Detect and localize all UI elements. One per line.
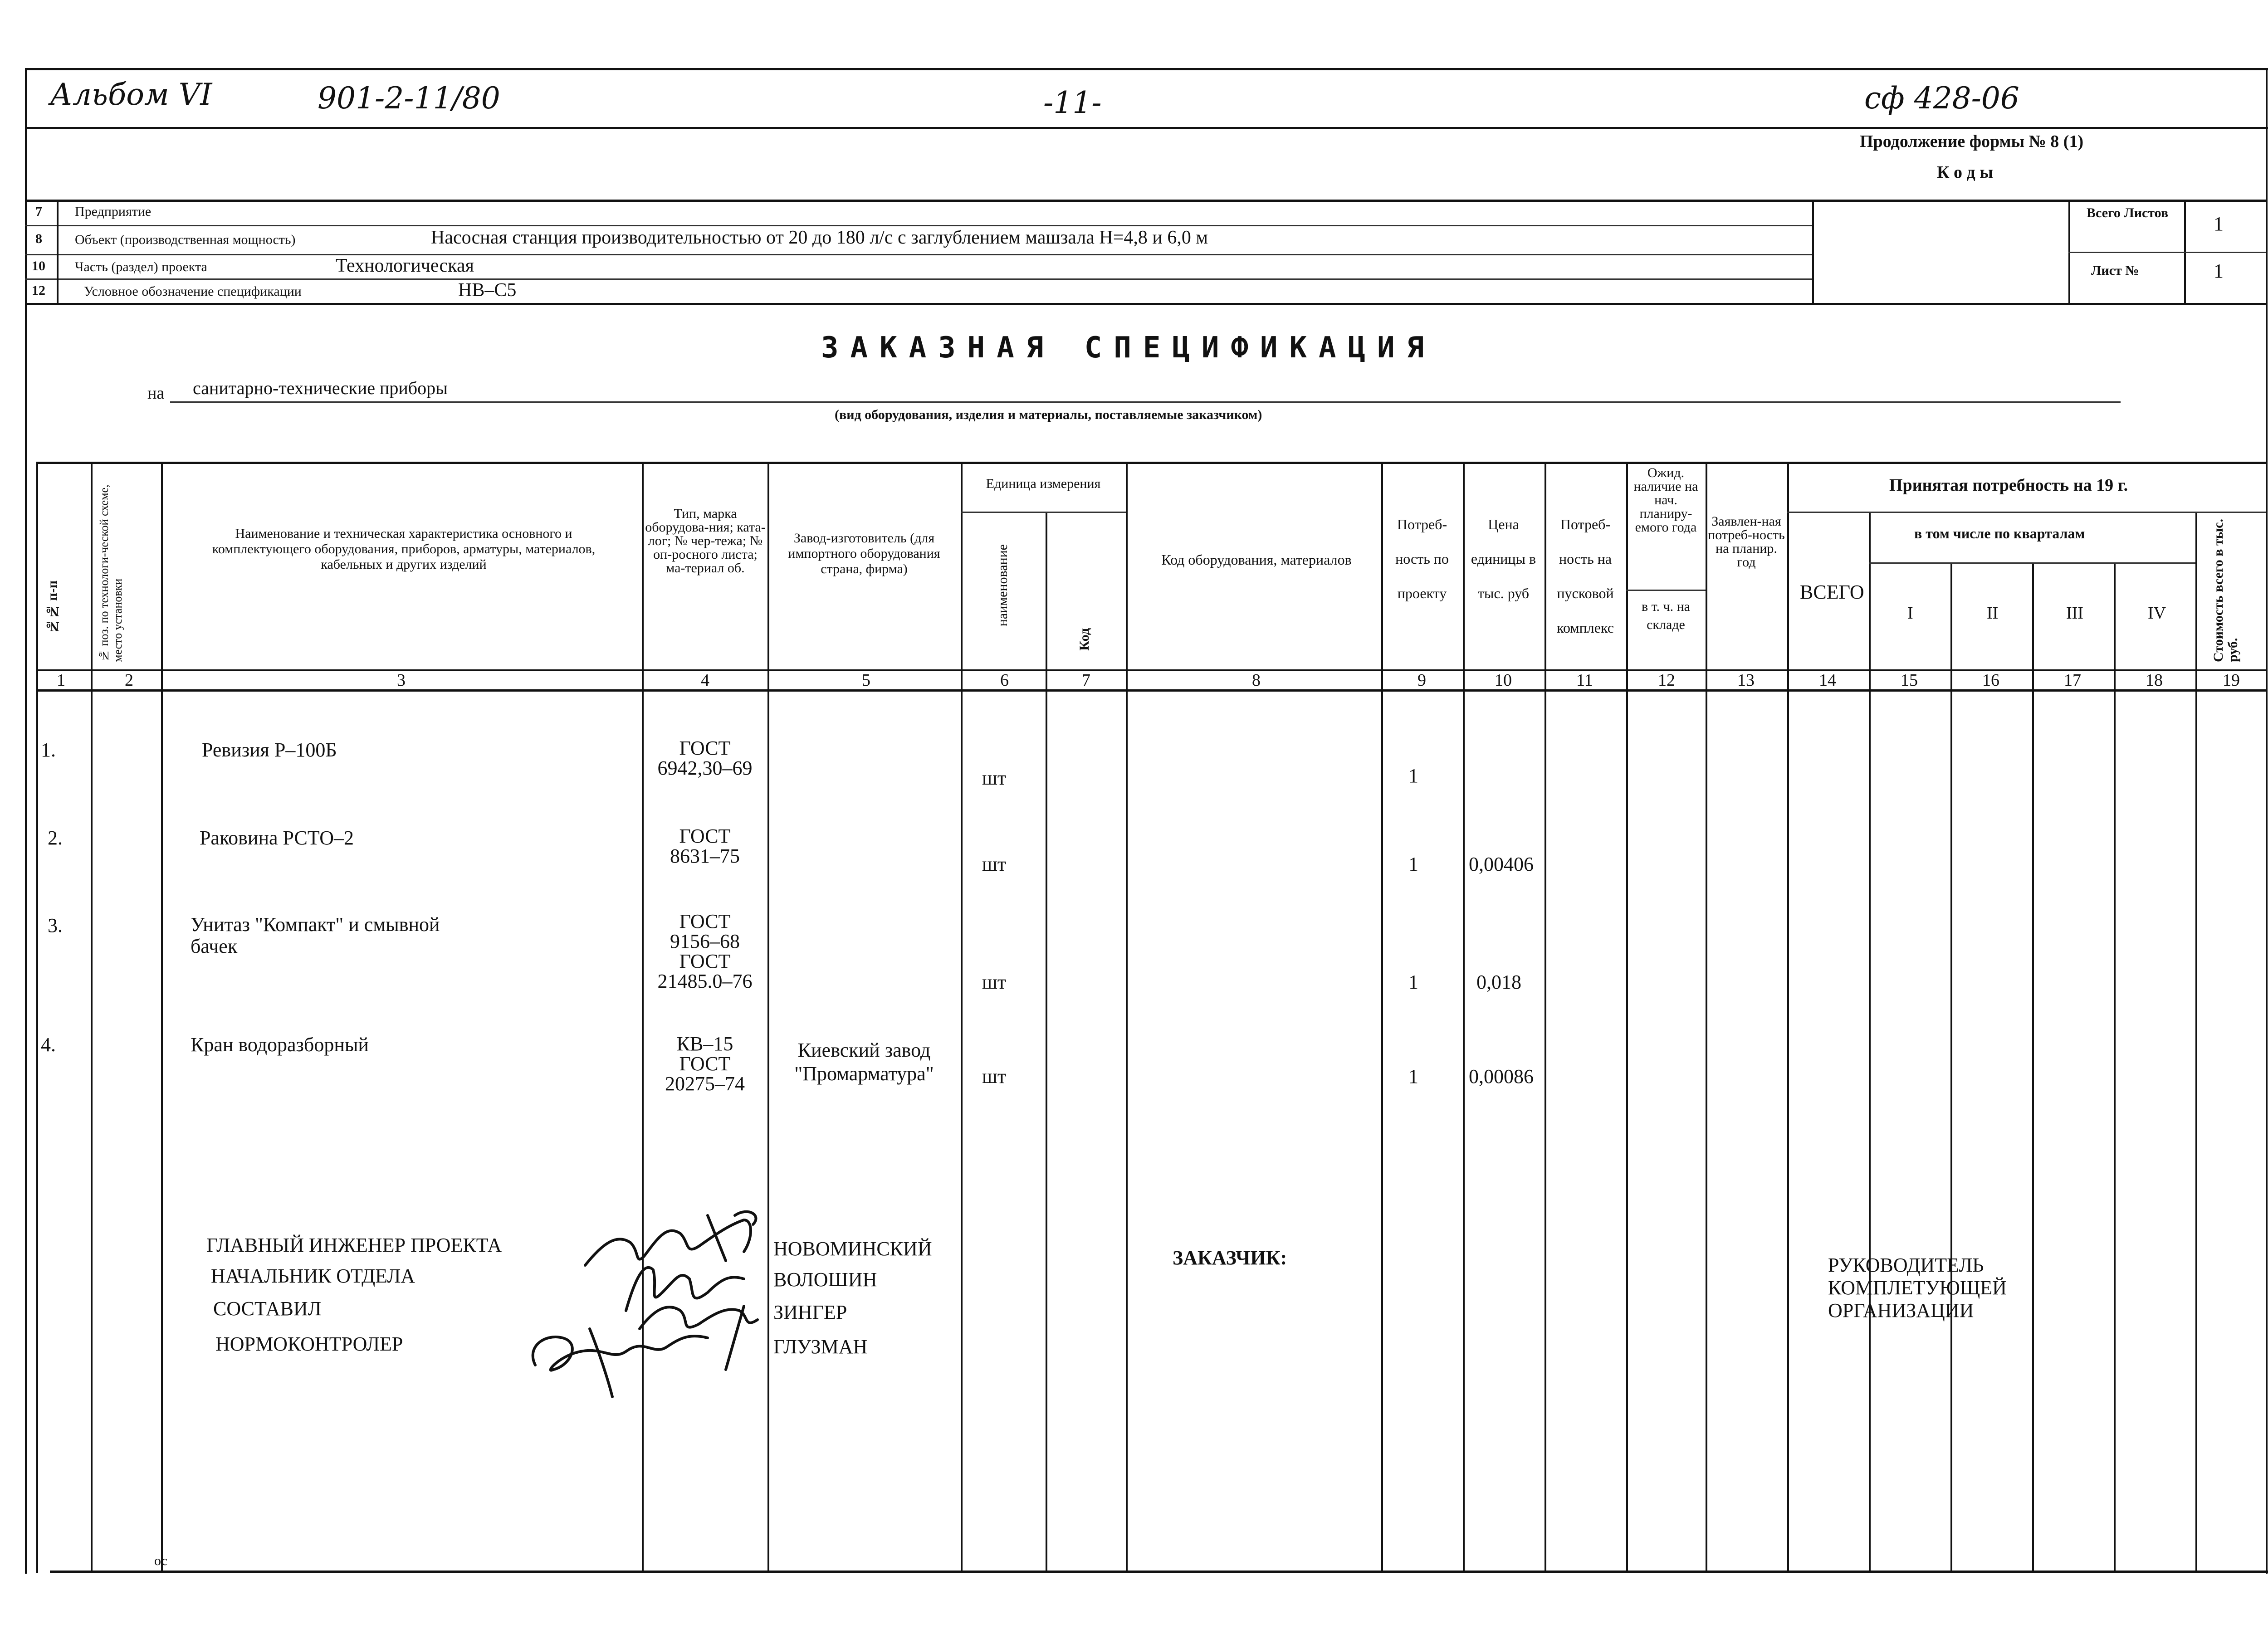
col-num-17: 17 bbox=[2064, 671, 2081, 690]
row-3-num: 3. bbox=[48, 914, 63, 937]
col-header-14: ВСЕГО bbox=[1800, 581, 1864, 603]
row-2-qty: 1 bbox=[1408, 853, 1418, 875]
equipment-type-caption: (вид оборудования, изделия и материалы, поставляемые заказчиком) bbox=[835, 407, 1262, 422]
row-4-qty: 1 bbox=[1408, 1065, 1418, 1088]
codes-label: К о д ы bbox=[1937, 163, 1993, 182]
col-header-12b: в т. ч. на складе bbox=[1642, 599, 1690, 632]
meta-num-12: 12 bbox=[32, 283, 45, 298]
col-num-12: 12 bbox=[1658, 671, 1675, 690]
accepted-header: Принятая потребность на 19 г. bbox=[1889, 476, 2128, 495]
col-header-12: Ожид. наличие на нач. планиру-емого года bbox=[1633, 465, 1698, 535]
meta-num-7: 7 bbox=[35, 204, 42, 219]
head-of-completing-org: РУКОВОДИТЕЛЬ КОМПЛЕТУЮЩЕЙ ОРГАНИЗАЦИИ bbox=[1828, 1254, 2007, 1322]
unit-group-header: Единица измерения bbox=[986, 476, 1101, 491]
col-num-14: 14 bbox=[1819, 671, 1836, 690]
equipment-type: санитарно-технические приборы bbox=[193, 378, 448, 398]
role-head-of-department: НАЧАЛЬНИК ОТДЕЛА bbox=[211, 1265, 415, 1287]
col-header-7: Код bbox=[1077, 628, 1092, 651]
col-header-13: Заявлен-ная потреб-ность на планир. год bbox=[1708, 514, 1785, 570]
row-4-unit: шт bbox=[982, 1065, 1007, 1088]
col-num-19: 19 bbox=[2223, 671, 2240, 690]
name-gluzman: ГЛУЗМАН bbox=[773, 1336, 868, 1358]
row-4-name: Кран водоразборный bbox=[191, 1034, 369, 1056]
col-num-3: 3 bbox=[397, 671, 406, 690]
sheet-number-value: 1 bbox=[2214, 260, 2224, 282]
col-num-5: 5 bbox=[862, 671, 870, 690]
continuation-label: Продолжение формы № 8 (1) bbox=[1860, 132, 2084, 151]
col-header-15: I bbox=[1907, 604, 1913, 623]
col-num-13: 13 bbox=[1737, 671, 1755, 690]
col-num-11: 11 bbox=[1576, 671, 1593, 690]
total-sheets-label: Всего Листов bbox=[2087, 205, 2169, 220]
row-2-type: ГОСТ 8631–75 bbox=[670, 825, 740, 867]
row-2-num: 2. bbox=[48, 827, 63, 849]
on-label: на bbox=[147, 384, 165, 403]
row-1-type: ГОСТ 6942,30–69 bbox=[657, 737, 753, 779]
col-num-6: 6 bbox=[1000, 671, 1009, 690]
meta-value-object: Насосная станция производительностью от 20 до 180 л/с с заглублением машзала Н=4,8 и 6,0 м bbox=[431, 227, 1208, 248]
col-num-7: 7 bbox=[1082, 671, 1090, 690]
row-2-name: Раковина РСТО–2 bbox=[200, 827, 354, 849]
row-1-unit: шт bbox=[982, 767, 1007, 789]
col-num-8: 8 bbox=[1252, 671, 1261, 690]
row-3-qty: 1 bbox=[1408, 971, 1418, 993]
meta-label-object: Объект (производственная мощность) bbox=[75, 232, 296, 247]
col-num-18: 18 bbox=[2146, 671, 2163, 690]
col-header-9: Потреб-ность по проекту bbox=[1395, 516, 1449, 601]
name-zinger: ЗИНГЕР bbox=[773, 1301, 847, 1323]
row-3-unit: шт bbox=[982, 971, 1007, 993]
cf-code: сф 428-06 bbox=[1864, 81, 2019, 116]
role-compiled-by: СОСТАВИЛ bbox=[213, 1297, 322, 1320]
col-num-1: 1 bbox=[57, 671, 65, 690]
col-header-16: II bbox=[1987, 604, 1999, 623]
col-num-4: 4 bbox=[701, 671, 709, 690]
col-header-4: Тип, марка оборудова-ния; ката-лог; № чер-тежа; № оп-росного листа; ма-териал об. bbox=[645, 506, 766, 576]
row-1-num: 1. bbox=[41, 739, 56, 761]
row-3-type: ГОСТ 9156–68 ГОСТ 21485.0–76 bbox=[657, 910, 753, 992]
meta-label-part: Часть (раздел) проекта bbox=[75, 259, 207, 274]
customer-label: ЗАКАЗЧИК: bbox=[1173, 1247, 1287, 1269]
row-4-num: 4. bbox=[41, 1034, 56, 1056]
role-chief-engineer: ГЛАВНЫЙ ИНЖЕНЕР ПРОЕКТА bbox=[206, 1234, 502, 1256]
row-4-maker: Киевский завод "Промарматура" bbox=[794, 1039, 934, 1085]
col-num-15: 15 bbox=[1901, 671, 1918, 690]
col-header-19: Стоимость всего в тыс. руб. bbox=[2211, 519, 2240, 662]
row-1-qty: 1 bbox=[1408, 765, 1418, 787]
total-sheets-value: 1 bbox=[2214, 213, 2224, 235]
row-2-unit: шт bbox=[982, 853, 1007, 875]
row-3-price: 0,018 bbox=[1476, 971, 1521, 993]
col-num-9: 9 bbox=[1418, 671, 1426, 690]
col-header-10: Цена единицы в тыс. руб bbox=[1471, 516, 1536, 601]
page-number: -11- bbox=[1043, 85, 1102, 120]
name-voloshin: ВОЛОШИН bbox=[773, 1268, 877, 1291]
album-label: Альбом VI bbox=[50, 77, 212, 112]
project-number: 901-2-11/80 bbox=[318, 81, 500, 116]
col-header-11: Потреб-ность на пусковой комплекс bbox=[1557, 516, 1614, 636]
col-header-5: Завод-изготовитель (для импортного оборудования страна, фирма) bbox=[788, 531, 940, 576]
meta-label-enterprise: Предприятие bbox=[75, 204, 152, 219]
role-norm-controller: НОРМОКОНТРОЛЕР bbox=[215, 1333, 403, 1355]
col-header-17: III bbox=[2066, 604, 2083, 623]
col-header-1: №№ п-п bbox=[45, 580, 60, 634]
meta-value-designation: НВ–С5 bbox=[458, 280, 517, 301]
meta-num-10: 10 bbox=[32, 259, 45, 273]
col-header-3: Наименование и техническая характеристика основного и комплектующего оборудования, приборов, арматуры, материалов, кабельных и других изделий bbox=[212, 526, 596, 572]
footer-mark: ос bbox=[154, 1553, 168, 1568]
meta-label-designation: Условное обозначение спецификации bbox=[84, 284, 302, 299]
row-4-type: КВ–15 ГОСТ 20275–74 bbox=[665, 1033, 745, 1095]
document-title: ЗАКАЗНАЯ СПЕЦИФИКАЦИЯ bbox=[821, 331, 1436, 365]
row-1-name: Ревизия Р–100Б bbox=[202, 739, 337, 761]
row-4-price: 0,00086 bbox=[1469, 1065, 1534, 1088]
col-header-8: Код оборудования, материалов bbox=[1161, 551, 1352, 568]
col-header-18: IV bbox=[2148, 604, 2166, 623]
row-2-price: 0,00406 bbox=[1469, 853, 1534, 875]
quarters-header: в том числе по кварталам bbox=[1914, 525, 2085, 541]
col-header-2: № поз. по технологи-ческой схеме, место установки bbox=[98, 484, 124, 662]
meta-num-8: 8 bbox=[35, 231, 42, 246]
sheet-number-label: Лист № bbox=[2091, 263, 2139, 278]
col-num-16: 16 bbox=[1982, 671, 1999, 690]
name-novominsky: НОВОМИНСКИЙ bbox=[773, 1238, 932, 1260]
col-header-6: наименование bbox=[995, 544, 1010, 627]
col-num-2: 2 bbox=[125, 671, 133, 690]
col-num-10: 10 bbox=[1495, 671, 1512, 690]
row-3-name: Унитаз "Компакт" и смывной бачек bbox=[191, 913, 440, 957]
meta-value-part: Технологическая bbox=[336, 255, 474, 276]
